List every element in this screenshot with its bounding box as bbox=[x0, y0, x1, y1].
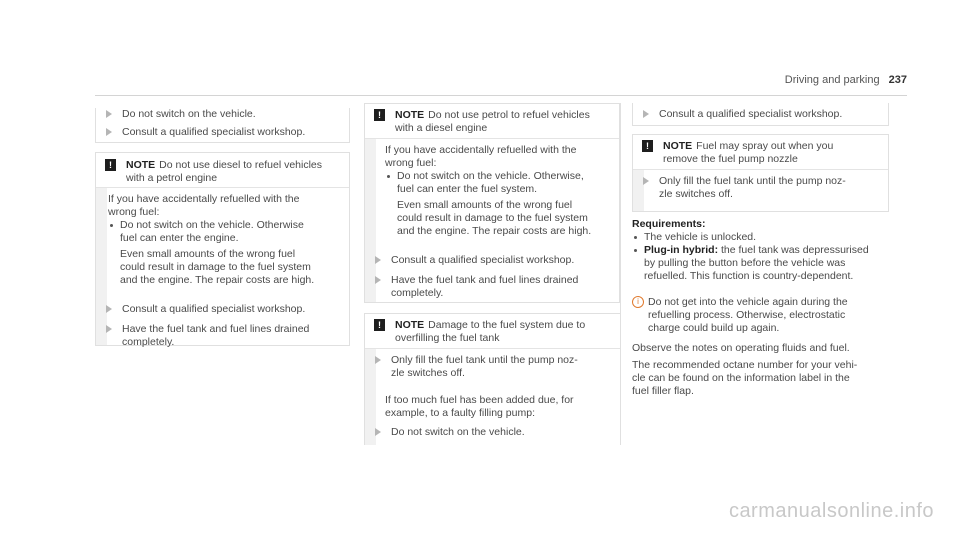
col2-body: If you have accidentally refuelled with the wrong fuel: Do not switch on the vehicle. Otherwise, fuel can enter the fuel system. Even small amounts of the wrong fuel could result in damage to the fuel system and the engine. The repair costs are high. bbox=[385, 144, 615, 238]
col2-step-1: Consult a qualified specialist workshop. bbox=[365, 254, 574, 267]
note-label: NOTE bbox=[395, 319, 425, 331]
col1-note-header: ! NOTE Do not use diesel to refuel vehicles with a petrol engine bbox=[96, 159, 349, 185]
arrow-right-icon bbox=[375, 256, 381, 264]
requirements-title: Requirements: bbox=[632, 218, 706, 230]
col3-tip: i Do not get into the vehicle again during the refuelling process. Otherwise, electrostatic charge could build up again. bbox=[632, 296, 892, 335]
col2-para: If too much fuel has been added due, for example, to a faulty filling pump: bbox=[385, 394, 574, 419]
col1-step-3: Consult a qualified specialist workshop. bbox=[96, 303, 305, 316]
tip-icon: i bbox=[632, 296, 644, 308]
page-header bbox=[785, 74, 907, 87]
arrow-right-icon bbox=[643, 110, 649, 118]
arrow-right-icon bbox=[106, 128, 112, 136]
page-number: 237 bbox=[888, 74, 907, 86]
col2-step-3: Only fill the fuel tank until the pump noz- zle switches off. bbox=[365, 354, 578, 380]
list-item: The vehicle is unlocked. bbox=[632, 231, 892, 244]
col1-step-4: Have the fuel tank and fuel lines drained completely. bbox=[96, 323, 309, 349]
list-item: Do not switch on the vehicle. Otherwise fuel can enter the engine. bbox=[108, 219, 343, 245]
col2-note2-header: ! NOTE Damage to the fuel system due to overfilling the fuel tank bbox=[365, 319, 620, 345]
col1-note-box bbox=[95, 152, 350, 346]
arrow-right-icon bbox=[375, 276, 381, 284]
col1-body: If you have accidentally refuelled with the wrong fuel: Do not switch on the vehicle. Otherwise fuel can enter the engine. Even small amounts of the wrong fuel could result in damage to the fuel system and the engine. The repair costs are high. bbox=[108, 193, 343, 287]
watermark: carmanualsonline.info bbox=[728, 500, 934, 522]
arrow-right-icon bbox=[643, 177, 649, 185]
col1-steps-box bbox=[95, 108, 350, 143]
section-title: Driving and parking bbox=[784, 74, 880, 86]
warning-icon: ! bbox=[105, 159, 116, 171]
col3-paragraphs: Observe the notes on operating fluids and fuel. The recommended octane number for your vehi- cle can be found on the information label in the fuel filler flap. bbox=[632, 342, 858, 397]
note-label: NOTE bbox=[126, 159, 156, 171]
col3-note-header: ! NOTE Fuel may spray out when you remove the fuel pump nozzle bbox=[633, 140, 888, 166]
arrow-right-icon bbox=[106, 305, 112, 313]
warning-icon: ! bbox=[374, 109, 385, 121]
col3-step-box bbox=[632, 103, 889, 126]
col3-requirements bbox=[632, 218, 892, 283]
col3-step-2: Only fill the fuel tank until the pump noz- zle switches off. bbox=[633, 175, 846, 201]
col2-note1-header: ! NOTE Do not use petrol to refuel vehicles with a diesel engine bbox=[365, 109, 619, 135]
col3-step-1: Consult a qualified specialist workshop. bbox=[633, 108, 842, 121]
col2-note2-box bbox=[364, 313, 620, 445]
col2-step-4: Do not switch on the vehicle. bbox=[365, 426, 525, 439]
col2-note1-box bbox=[364, 103, 620, 303]
header-divider bbox=[95, 95, 907, 96]
col1-step-2: Consult a qualified specialist workshop. bbox=[96, 126, 305, 139]
arrow-right-icon bbox=[106, 110, 112, 118]
arrow-right-icon bbox=[375, 356, 381, 364]
col3-note-box bbox=[632, 134, 889, 212]
note-label: NOTE bbox=[663, 140, 693, 152]
arrow-right-icon bbox=[106, 325, 112, 333]
col1-step-1: Do not switch on the vehicle. bbox=[96, 108, 256, 121]
column-divider bbox=[620, 103, 621, 445]
arrow-right-icon bbox=[375, 428, 381, 436]
note-label: NOTE bbox=[395, 109, 425, 121]
warning-icon: ! bbox=[642, 140, 653, 152]
warning-icon: ! bbox=[374, 319, 385, 331]
list-item: Plug-in hybrid: the fuel tank was depressurised by pulling the button before the vehicle was refuelled. This function is country-dependent. bbox=[632, 244, 892, 283]
list-item: Do not switch on the vehicle. Otherwise, fuel can enter the fuel system. bbox=[385, 170, 615, 196]
col2-step-2: Have the fuel tank and fuel lines drained completely. bbox=[365, 274, 578, 300]
